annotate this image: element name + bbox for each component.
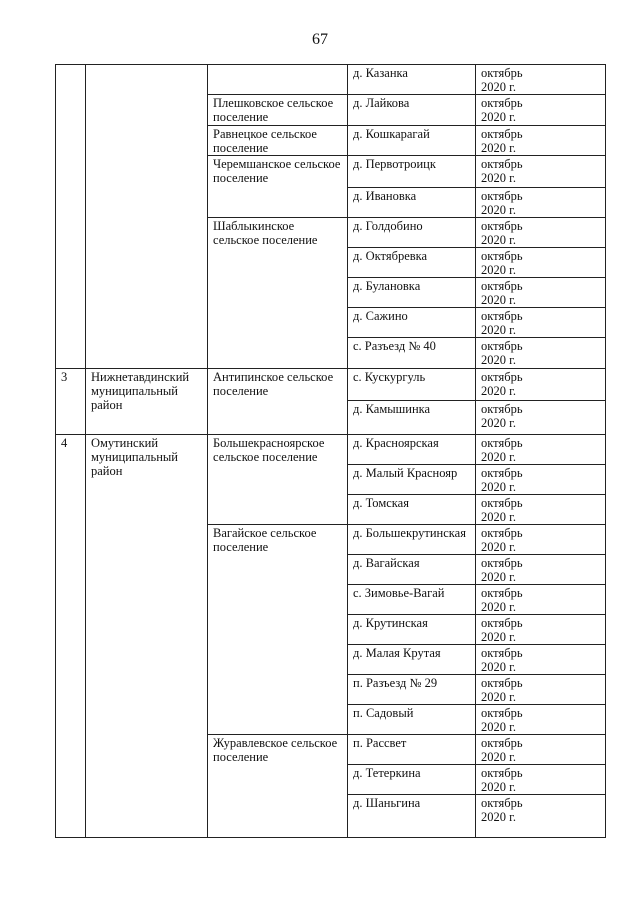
date-cell: октябрь 2020 г.: [476, 495, 606, 525]
date-cell: октябрь 2020 г.: [476, 585, 606, 615]
date-cell: октябрь 2020 г.: [476, 338, 606, 369]
settlement-cell: д. Ивановка: [348, 188, 476, 218]
district-cell: Нижнетавдинский муниципальный район: [86, 369, 208, 435]
municipality-cell: Плешковское сельское поселение: [208, 95, 348, 126]
settlement-cell: д. Булановка: [348, 278, 476, 308]
date-cell: октябрь 2020 г.: [476, 675, 606, 705]
date-cell: октябрь 2020 г.: [476, 65, 606, 95]
row-number-cell: 4: [56, 435, 86, 838]
settlement-cell: п. Разъезд № 29: [348, 675, 476, 705]
date-cell: октябрь 2020 г.: [476, 156, 606, 188]
settlement-cell: д. Сажино: [348, 308, 476, 338]
settlement-cell: д. Крутинская: [348, 615, 476, 645]
settlement-cell: д. Голдобино: [348, 218, 476, 248]
municipality-cell: Антипинское сельское поселение: [208, 369, 348, 435]
date-cell: октябрь 2020 г.: [476, 278, 606, 308]
settlement-cell: с. Зимовье-Вагай: [348, 585, 476, 615]
settlement-cell: д. Шаньгина: [348, 795, 476, 838]
date-cell: октябрь 2020 г.: [476, 188, 606, 218]
date-cell: октябрь 2020 г.: [476, 765, 606, 795]
date-cell: октябрь 2020 г.: [476, 615, 606, 645]
municipality-cell: Большекрасноярское сельское поселение: [208, 435, 348, 525]
district-cell: [86, 65, 208, 369]
settlement-cell: с. Разъезд № 40: [348, 338, 476, 369]
municipality-cell: Равнецкое сельское поселение: [208, 126, 348, 156]
municipality-cell: Журавлевское сельское поселение: [208, 735, 348, 838]
table-row: [56, 369, 606, 401]
row-number-cell: 3: [56, 369, 86, 435]
date-cell: октябрь 2020 г.: [476, 465, 606, 495]
date-cell: октябрь 2020 г.: [476, 126, 606, 156]
district-cell: Омутинский муниципальный район: [86, 435, 208, 838]
schedule-table: [55, 64, 606, 838]
settlement-cell: д. Кошкарагай: [348, 126, 476, 156]
settlement-cell: д. Вагайская: [348, 555, 476, 585]
settlement-cell: с. Кускургуль: [348, 369, 476, 401]
date-cell: октябрь 2020 г.: [476, 95, 606, 126]
settlement-cell: п. Рассвет: [348, 735, 476, 765]
date-cell: октябрь 2020 г.: [476, 435, 606, 465]
settlement-cell: д. Томская: [348, 495, 476, 525]
date-cell: октябрь 2020 г.: [476, 248, 606, 278]
settlement-cell: д. Малая Крутая: [348, 645, 476, 675]
settlement-cell: д. Первотроицк: [348, 156, 476, 188]
settlement-cell: д. Тетеркина: [348, 765, 476, 795]
settlement-cell: д. Большекрутинская: [348, 525, 476, 555]
date-cell: октябрь 2020 г.: [476, 525, 606, 555]
date-cell: октябрь 2020 г.: [476, 795, 606, 838]
page-number: 67: [312, 31, 328, 48]
date-cell: октябрь 2020 г.: [476, 308, 606, 338]
settlement-cell: д. Малый Краснояр: [348, 465, 476, 495]
settlement-cell: д. Казанка: [348, 65, 476, 95]
municipality-cell: Вагайское сельское поселение: [208, 525, 348, 735]
date-cell: октябрь 2020 г.: [476, 401, 606, 435]
date-cell: октябрь 2020 г.: [476, 369, 606, 401]
settlement-cell: д. Лайкова: [348, 95, 476, 126]
date-cell: октябрь 2020 г.: [476, 705, 606, 735]
settlement-cell: п. Садовый: [348, 705, 476, 735]
municipality-cell: Черемшанское сельское поселение: [208, 156, 348, 218]
municipality-cell: Шаблыкинское сельское поселение: [208, 218, 348, 369]
row-number-cell: [56, 65, 86, 369]
settlement-cell: д. Красноярская: [348, 435, 476, 465]
date-cell: октябрь 2020 г.: [476, 645, 606, 675]
settlement-cell: д. Октябревка: [348, 248, 476, 278]
date-cell: октябрь 2020 г.: [476, 735, 606, 765]
table-row: [56, 435, 606, 465]
table-row: [56, 65, 606, 95]
municipality-cell: [208, 65, 348, 95]
settlement-cell: д. Камышинка: [348, 401, 476, 435]
date-cell: октябрь 2020 г.: [476, 218, 606, 248]
date-cell: октябрь 2020 г.: [476, 555, 606, 585]
